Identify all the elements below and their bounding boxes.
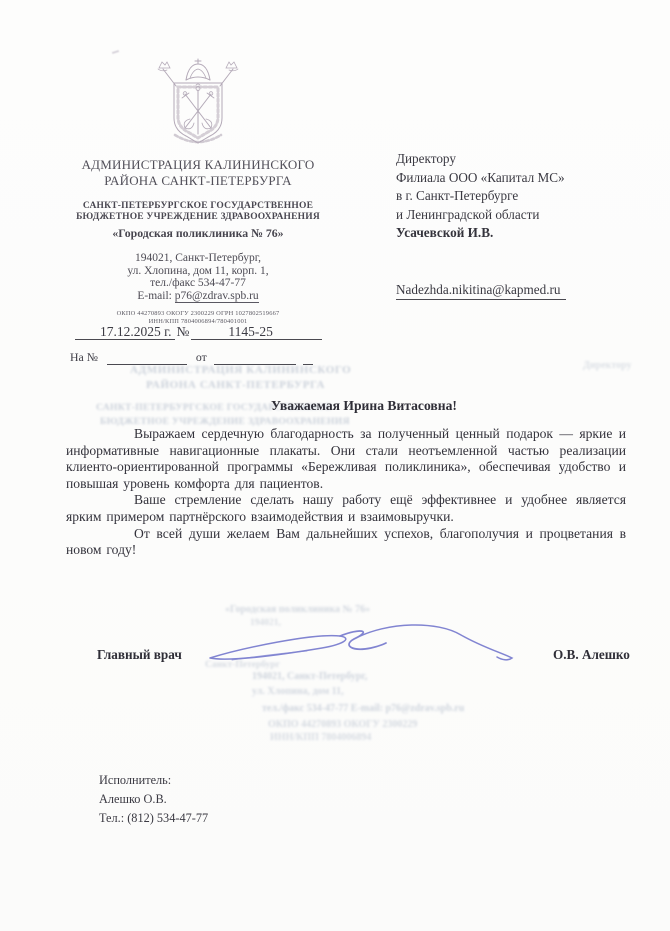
letter-body (66, 426, 626, 559)
executor-name: Алешко О.В. (99, 791, 167, 806)
recipient-org-line3: и Ленинградской области (396, 206, 540, 222)
signer-position: Главный врач (97, 647, 182, 662)
bleedthrough-text: 194021, Санкт-Петербург, (252, 671, 368, 682)
saint-petersburg-coat-of-arms-icon (132, 55, 264, 149)
body-paragraph-2: Ваше стремление сделать нашу работу ещё эффективнее и удобнее является ярким примером партнёрского взаимодействия и взаимовыручки. (66, 492, 626, 524)
org-email-label: E-mail: (137, 289, 175, 302)
org-email-line (48, 290, 348, 303)
blank-underline (191, 324, 225, 340)
bleedthrough-text: 194021, (250, 618, 281, 628)
recipient-org-line2: в г. Санкт-Петербурге (396, 188, 519, 204)
body-paragraph-1: Выражаем сердечную благодарность за полученный ценный подарок — яркие и информативные навигационные плакаты. Они стали неотъемленной частью реализации клиенто-ориентированной программы «Бережливая поликлиника», обеспечивая удобство и повышая уровень комфорта для пациентов. (66, 426, 626, 491)
bleedthrough-text: «Городская поликлиника № 76» (225, 604, 371, 615)
org-address-line3: тел./факс 534-47-77 (150, 277, 246, 290)
org-name: «Городская поликлиника № 76» (112, 226, 284, 240)
recipient-org-line1: Филиала ООО «Капитал МС» (396, 169, 565, 185)
outgoing-reference-line (75, 324, 322, 340)
bleedthrough-text: РАЙОНА САНКТ-ПЕТЕРБУРГА (146, 379, 325, 391)
signer-name: О.В. Алешко (553, 647, 630, 662)
blank-underline (75, 324, 97, 340)
body-paragraph-3: От всей души желаем Вам дальнейших успехов, благополучия и процветания в новом году! (66, 525, 626, 558)
org-address-line1: 194021, Санкт-Петербург, (135, 252, 261, 264)
reply-to-label: На № (70, 350, 98, 364)
bleedthrough-text: АДМИНИСТРАЦИЯ КАЛИНИНСКОГО (130, 364, 352, 376)
salutation: Уважаемая Ирина Витасовна! (271, 398, 457, 413)
number-sign: № (176, 324, 190, 339)
recipient-position: Директору (396, 151, 456, 166)
bleedthrough-text: тел./факс 534-47-77 E-mail: p76@zdrav.spb.ru (262, 703, 465, 714)
bleedthrough-text: САНКТ-ПЕТЕРБУРГСКОЕ ГОСУДАРСТВЕННОЕ (96, 402, 332, 413)
bleedthrough-text: Директору (583, 360, 632, 371)
letter-number: 1145-25 (225, 324, 276, 340)
reply-from-label: от (195, 350, 207, 364)
executor-label: Исполнитель: (99, 773, 172, 787)
bleedthrough-text: ОКПО 44270893 ОКОГУ 2300229 (268, 719, 418, 730)
org-address-line2: ул. Хлопина, дом 11, корп. 1, (127, 264, 269, 277)
org-title-line1: АДМИНИСТРАЦИЯ КАЛИНИНСКОГО (81, 157, 315, 172)
recipient-block (396, 150, 565, 243)
bleedthrough-text: ИНН/КПП 7804006894 (270, 732, 372, 743)
handwritten-signature (202, 620, 520, 668)
incoming-reference-line (70, 350, 313, 365)
recipient-email: Nadezhda.nikitina@kapmed.ru (396, 282, 566, 300)
org-subtitle-line1: САНКТ-ПЕТЕРБУРГСКОЕ ГОСУДАРСТВЕННОЕ (82, 201, 314, 211)
letter-date: 17.12.2025 г. (97, 324, 175, 340)
executor-phone: Тел.: (812) 534-47-77 (99, 810, 209, 825)
org-codes-line2: ИНН/КПП 7804006894/780401001 (148, 317, 248, 325)
bleedthrough-text: БЮДЖЕТНОЕ УЧРЕЖДЕНИЕ ЗДРАВООХРАНЕНИЯ (100, 416, 350, 427)
letterhead (48, 55, 348, 325)
org-email-link: p76@zdrav.spb.ru (174, 289, 259, 302)
stray-scan-mark (112, 50, 119, 54)
org-subtitle-line2: БЮДЖЕТНОЕ УЧРЕЖДЕНИЕ ЗДРАВООХРАНЕНИЯ (76, 212, 320, 222)
org-title-line2: РАЙОНА САНКТ-ПЕТЕРБУРГА (104, 172, 292, 188)
bleedthrough-text: ул. Хлопина, дом 11, (252, 686, 344, 697)
executor-block (99, 771, 208, 827)
org-codes-line1: ОКПО 44270893 ОКОГУ 2300229 ОГРН 1027802519667 (116, 310, 280, 318)
recipient-name: Усачевской И.В. (396, 225, 494, 241)
bleedthrough-text: Санкт-Петербург (205, 660, 280, 670)
blank-underline (276, 324, 322, 340)
